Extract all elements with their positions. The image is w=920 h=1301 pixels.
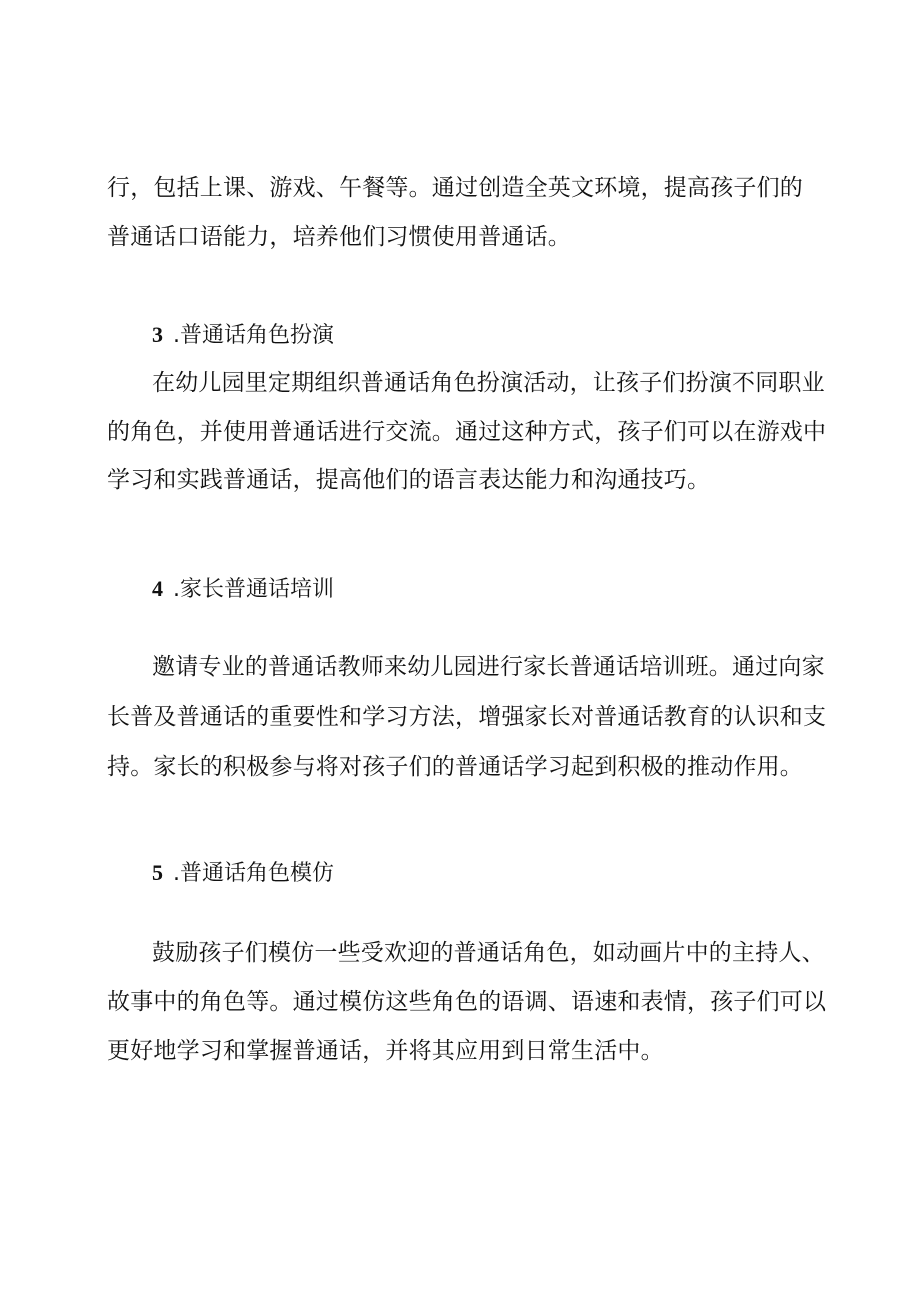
section-4-line-1: 邀请专业的普通话教师来幼儿园进行家长普通话培训班。通过向家 xyxy=(152,654,825,680)
intro-line-1: 行，包括上课、游戏、午餐等。通过创造全英文环境，提高孩子们的 xyxy=(107,175,803,201)
section-5-title: .普通话角色模仿 xyxy=(173,861,334,886)
section-4-heading xyxy=(152,574,334,605)
section-5-line-2: 故事中的角色等。通过模仿这些角色的语调、语速和表情，孩子们可以 xyxy=(107,989,827,1015)
section-5-number: 5 xyxy=(152,860,163,885)
section-3-line-3: 学习和实践普通话，提高他们的语言表达能力和沟通技巧。 xyxy=(107,467,711,493)
section-3-title: .普通话角色扮演 xyxy=(173,323,334,348)
section-5-line-1: 鼓励孩子们模仿一些受欢迎的普通话角色，如动画片中的主持人、 xyxy=(152,940,825,966)
section-5-heading xyxy=(152,858,334,889)
section-5-line-3: 更好地学习和掌握普通话，并将其应用到日常生活中。 xyxy=(107,1038,664,1064)
section-3-heading xyxy=(152,320,334,351)
section-3-number: 3 xyxy=(152,322,163,347)
section-3-line-1: 在幼儿园里定期组织普通话角色扮演活动，让孩子们扮演不同职业 xyxy=(152,370,825,396)
intro-line-2: 普通话口语能力，培养他们习惯使用普通话。 xyxy=(107,224,571,250)
section-4-number: 4 xyxy=(152,576,163,601)
section-4-line-3: 持。家长的积极参与将对孩子们的普通话学习起到积极的推动作用。 xyxy=(107,754,803,780)
section-4-title: .家长普通话培训 xyxy=(173,577,334,602)
section-3-line-2: 的角色，并使用普通话进行交流。通过这种方式，孩子们可以在游戏中 xyxy=(107,419,827,445)
section-4-line-2: 长普及普通话的重要性和学习方法，增强家长对普通话教育的认识和支 xyxy=(107,704,827,730)
